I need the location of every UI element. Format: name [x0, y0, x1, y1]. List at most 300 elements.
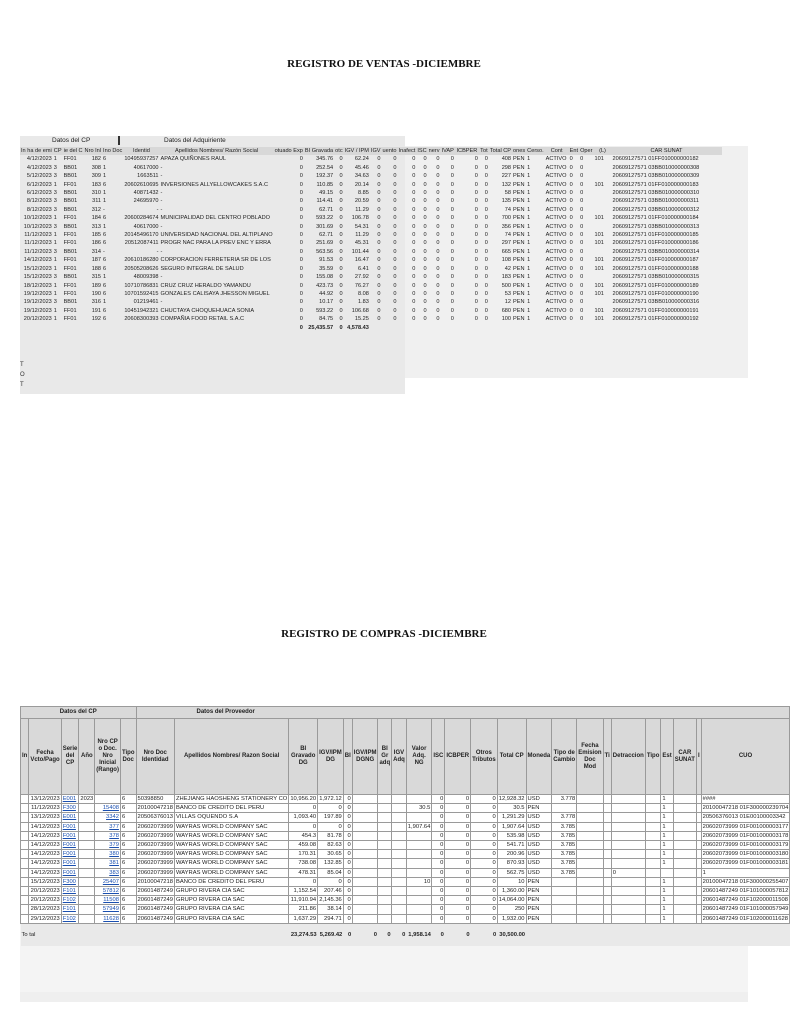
ventas-cell: 20.14	[354, 181, 369, 188]
ventas-header-cell: Ino Doc	[103, 148, 123, 154]
ventas-cell: BB01	[63, 248, 78, 255]
compras-cell	[352, 896, 378, 905]
compras-cell	[577, 877, 603, 886]
ventas-group-cp: Datos del CP	[52, 137, 91, 144]
ventas-cell: 0	[339, 215, 343, 222]
compras-row	[21, 822, 790, 831]
ventas-cell: 1	[527, 274, 531, 281]
ventas-cell: 0	[377, 282, 381, 289]
compras-cell: ####	[701, 795, 790, 804]
compras-cell	[21, 795, 29, 804]
compras-cell: 0	[445, 813, 471, 822]
compras-cell	[673, 841, 696, 850]
ventas-cell: 42	[504, 265, 512, 272]
ventas-cell: 101	[594, 215, 604, 222]
compras-link[interactable]: 379	[95, 841, 121, 850]
ventas-cell: 191	[91, 307, 102, 314]
ventas-cell: -	[103, 206, 105, 213]
ventas-cell: 0	[580, 240, 584, 247]
ventas-cell: 1	[53, 257, 57, 264]
compras-cell: 30.65	[318, 850, 344, 859]
ventas-cell: 0	[412, 164, 416, 171]
ventas-cell: 20602610695	[124, 181, 159, 188]
compras-cell: 1	[661, 877, 673, 886]
ventas-cell: 0	[580, 164, 584, 171]
ventas-cell	[594, 172, 612, 180]
ventas-cell: ACTIVO	[545, 181, 567, 188]
ventas-cell: 0	[339, 156, 343, 163]
compras-cell	[392, 896, 407, 905]
ventas-cell: 0	[474, 232, 478, 239]
compras-cell: 0	[343, 896, 352, 905]
ventas-cell: 301.69	[316, 223, 334, 230]
ventas-cell: BB01	[63, 299, 78, 306]
ventas-cell: 74	[504, 232, 512, 239]
ventas-cell: 0	[484, 265, 488, 272]
compras-cell: 0	[471, 868, 498, 877]
compras-total-icbper: 0	[445, 923, 471, 946]
ventas-cell: 20609127571 01FF010000000182	[612, 156, 699, 163]
ventas-cell: 0	[436, 248, 440, 255]
ventas-cell: 101	[594, 307, 604, 314]
compras-cell: 1	[701, 868, 790, 877]
compras-cell: 15/12/2023	[30, 878, 60, 885]
ventas-cell	[594, 298, 612, 306]
ventas-cell: 0	[423, 282, 427, 289]
compras-link[interactable]: E001	[61, 813, 79, 822]
compras-link[interactable]: 377	[95, 822, 121, 831]
compras-cell	[645, 877, 661, 886]
ventas-cell: 0	[299, 307, 303, 314]
ventas-cell: 0	[474, 181, 478, 188]
compras-cell: 38.14	[318, 905, 344, 914]
compras-cell	[552, 896, 577, 905]
ventas-cell: 0	[450, 248, 454, 255]
compras-cell	[378, 859, 392, 868]
compras-cell	[603, 887, 611, 896]
ventas-header-cell: otuado Exp	[274, 148, 303, 154]
compras-cell	[603, 813, 611, 822]
compras-link[interactable]: 3342	[95, 813, 121, 822]
ventas-cell: 1	[527, 248, 531, 255]
ventas-cell: 6/12/2023	[26, 190, 52, 197]
ventas-cell: 0	[474, 190, 478, 197]
ventas-cell: 0	[423, 206, 427, 213]
ventas-cell: 1	[53, 240, 57, 247]
compras-row	[21, 868, 790, 877]
ventas-cell: 1	[527, 173, 531, 180]
ventas-cell: 1	[103, 190, 107, 197]
compras-cell	[392, 795, 407, 804]
ventas-cell: 0	[580, 173, 584, 180]
ventas-cell: 20609127571 01FF010000000189	[612, 282, 699, 289]
ventas-cell: 0	[450, 156, 454, 163]
compras-cell	[79, 887, 95, 896]
ventas-cell: 20609127571 01FF010000000184	[612, 215, 699, 222]
ventas-cell: 0	[580, 156, 584, 163]
compras-link[interactable]: F001	[61, 868, 79, 877]
ventas-cell: 0	[423, 164, 427, 171]
ventas-row	[20, 307, 722, 315]
ventas-cell: 0	[474, 248, 478, 255]
ventas-cell: 0	[377, 316, 381, 323]
compras-link[interactable]: 378	[95, 831, 121, 840]
ventas-cell: -	[160, 190, 163, 197]
compras-cell: 20602073999 01F001000003181	[702, 860, 789, 867]
compras-link[interactable]: F102	[61, 896, 79, 905]
compras-cell: USD	[526, 831, 552, 840]
ventas-cell: 0	[339, 257, 343, 264]
compras-cell: 0	[445, 905, 471, 914]
compras-cell: 535.98	[497, 831, 526, 840]
ventas-cell: 1	[103, 198, 107, 205]
ventas-cell: 49.15	[319, 190, 334, 197]
compras-cell	[552, 914, 577, 923]
ventas-cell: FF01	[63, 316, 77, 323]
compras-cell: 20601487249 01F101000057812	[702, 888, 789, 895]
compras-cell: 11/12/2023	[29, 804, 61, 813]
compras-link[interactable]: 57812	[95, 887, 121, 896]
compras-cell: 0	[471, 914, 498, 923]
ventas-header-cell: Tot	[480, 148, 488, 154]
ventas-cell: 45.31	[354, 240, 369, 247]
compras-cell: 132.85	[318, 859, 344, 868]
ventas-cell: 0	[569, 198, 573, 205]
ventas-cell: 8.85	[358, 190, 369, 197]
compras-cell	[603, 914, 611, 923]
ventas-cell: 0	[412, 240, 416, 247]
ventas-cell: 0	[436, 173, 440, 180]
compras-cell: 0	[318, 822, 344, 831]
ventas-cell: 0	[393, 190, 397, 197]
compras-cell: 6	[120, 813, 136, 822]
compras-cell: 0	[445, 822, 471, 831]
ventas-cell: 0	[339, 299, 343, 306]
compras-cell	[352, 822, 378, 831]
ventas-cell: 0	[580, 265, 584, 272]
ventas-cell: PEN	[513, 164, 525, 171]
compras-link[interactable]: 381	[95, 859, 121, 868]
compras-cell: 6	[120, 914, 136, 923]
ventas-cell: 0	[339, 290, 343, 297]
ventas-cell: 1	[527, 282, 531, 289]
compras-cell	[392, 877, 407, 886]
ventas-cell: 19/12/2023	[23, 290, 52, 297]
ventas-cell: 0	[299, 274, 303, 281]
compras-cell	[79, 841, 95, 850]
compras-cell	[406, 841, 432, 850]
ventas-cell: 0	[484, 316, 488, 323]
compras-link[interactable]: F001	[61, 859, 79, 868]
ventas-cell: 6	[103, 316, 107, 323]
ventas-cell: 1	[527, 190, 531, 197]
ventas-cell: PEN	[513, 181, 525, 188]
ventas-cell: 0	[569, 206, 573, 213]
compras-cell: 0	[432, 813, 445, 822]
compras-cell: 14/12/2023	[30, 823, 60, 830]
compras-row	[21, 887, 790, 896]
ventas-cell: 0	[423, 181, 427, 188]
ventas-cell: -	[160, 299, 163, 306]
compras-cell	[21, 914, 29, 923]
ventas-cell: 251.69	[316, 240, 334, 247]
ventas-cell: 190	[91, 290, 102, 297]
ventas-cell: 0	[484, 215, 488, 222]
ventas-cell: 312	[91, 206, 102, 213]
compras-cell	[611, 804, 645, 813]
ventas-cell: 0	[299, 265, 303, 272]
compras-link[interactable]: 57949	[95, 905, 121, 914]
compras-title: REGISTRO DE COMPRAS -DICIEMBRE	[281, 628, 487, 640]
ventas-cell: 0	[339, 173, 343, 180]
ventas-cell: 0	[569, 232, 573, 239]
ventas-cell: 345.76	[316, 156, 334, 163]
ventas-cell: 0	[299, 282, 303, 289]
ventas-header-cell: otc	[335, 148, 343, 154]
ventas-cell: 1	[103, 223, 107, 230]
ventas-table	[20, 147, 722, 332]
ventas-cell: FF01	[63, 265, 77, 272]
ventas-cell: 84.75	[319, 316, 334, 323]
compras-cell	[392, 887, 407, 896]
compras-cell	[79, 813, 95, 822]
compras-link[interactable]: 15408	[95, 804, 121, 813]
ventas-cell: 0	[393, 265, 397, 272]
ventas-row	[20, 214, 722, 222]
ventas-cell: 0	[484, 232, 488, 239]
ventas-cell: 0	[484, 282, 488, 289]
compras-link[interactable]: F102	[61, 914, 79, 923]
ventas-cell: 132	[501, 181, 512, 188]
ventas-cell: -	[160, 274, 163, 281]
ventas-cell: 0	[484, 164, 488, 171]
compras-cell	[661, 868, 673, 877]
ventas-row	[20, 248, 722, 256]
compras-cell	[577, 914, 603, 923]
ventas-cell: 0	[299, 290, 303, 297]
ventas-cell: ACTIVO	[545, 307, 567, 314]
compras-cell: 3.778	[552, 795, 577, 804]
ventas-cell: 0	[580, 248, 584, 255]
compras-link[interactable]: F001	[61, 831, 79, 840]
compras-cell	[21, 877, 29, 886]
ventas-cell: 1	[53, 307, 57, 314]
compras-cell: 0	[432, 868, 445, 877]
compras-cell: WAYRAS WORLD COMPANY SAC	[174, 868, 288, 877]
compras-cell: 459.08	[289, 841, 318, 850]
compras-cell: 20602073999	[137, 823, 173, 830]
ventas-group-divider	[118, 136, 120, 145]
compras-link[interactable]: F300	[61, 804, 79, 813]
compras-link[interactable]: 25407	[95, 877, 121, 886]
compras-link[interactable]: 11508	[95, 896, 121, 905]
ventas-cell: 0	[412, 274, 416, 281]
ventas-cell: -	[160, 206, 163, 213]
compras-cell: 0	[471, 905, 498, 914]
compras-cell	[552, 877, 577, 886]
ventas-cell: 6	[103, 240, 107, 247]
ventas-cell: 0	[484, 274, 488, 281]
ventas-cell: PEN	[513, 156, 525, 163]
compras-header-cell: Otros Tributos	[471, 719, 498, 795]
ventas-cell: 0	[299, 190, 303, 197]
compras-cell: 20601487249	[137, 906, 173, 913]
compras-cell	[611, 887, 645, 896]
compras-link[interactable]: F300	[61, 877, 79, 886]
ventas-cell: 192	[91, 316, 102, 323]
compras-link[interactable]	[95, 795, 121, 804]
ventas-cell: 1	[103, 299, 107, 306]
compras-cell: 0	[432, 877, 445, 886]
ventas-cell: 0	[299, 156, 303, 163]
compras-cell	[603, 850, 611, 859]
compras-row	[21, 896, 790, 905]
ventas-cell: 1	[527, 257, 531, 264]
compras-cell: 20602073999	[137, 832, 173, 839]
compras-cell: 0	[289, 877, 318, 886]
compras-cell	[673, 905, 696, 914]
compras-cell	[406, 905, 432, 914]
ventas-cell: 0	[484, 223, 488, 230]
ventas-cell: 155.08	[316, 274, 334, 281]
ventas-cell: 0	[474, 299, 478, 306]
ventas-cell: 20.59	[354, 198, 369, 205]
compras-link[interactable]: F101	[61, 905, 79, 914]
ventas-cell: 0	[436, 299, 440, 306]
ventas-cell: 0	[484, 257, 488, 264]
compras-link[interactable]: 380	[95, 850, 121, 859]
ventas-cell: 0	[450, 282, 454, 289]
ventas-cell	[594, 248, 612, 256]
ventas-cell: 0	[474, 316, 478, 323]
compras-link[interactable]: F101	[61, 887, 79, 896]
ventas-cell: PEN	[513, 282, 525, 289]
compras-total-igv3: 0	[392, 923, 407, 946]
ventas-header-row	[20, 147, 722, 155]
ventas-cell: 135	[501, 198, 512, 205]
ventas-cell: 0	[450, 307, 454, 314]
ventas-cell: 1	[103, 274, 107, 281]
compras-cell	[352, 841, 378, 850]
ventas-cell: 0	[450, 290, 454, 297]
compras-cell: 6	[120, 877, 136, 886]
ventas-cell: 0	[393, 164, 397, 171]
compras-cell	[392, 813, 407, 822]
ventas-cell: 6	[103, 215, 107, 222]
ventas-cell: 108	[501, 257, 512, 264]
compras-cell: 0	[611, 868, 645, 877]
ventas-cell: 0	[339, 316, 343, 323]
ventas-cell: 0	[377, 274, 381, 281]
compras-total-otros: 0	[471, 923, 498, 946]
ventas-cell: 11/12/2023	[24, 240, 52, 247]
ventas-cell: 1	[527, 232, 531, 239]
ventas-cell: PEN	[513, 190, 525, 197]
compras-cell: 250	[497, 905, 526, 914]
ventas-cell: 0	[450, 173, 454, 180]
compras-link[interactable]: 11628	[95, 914, 121, 923]
compras-cell	[392, 831, 407, 840]
ventas-cell: 0	[474, 223, 478, 230]
compras-cell	[406, 831, 432, 840]
compras-cell	[577, 868, 603, 877]
ventas-cell: 309	[91, 173, 102, 180]
compras-cell: USD	[526, 868, 552, 877]
ventas-cell: 0	[339, 307, 343, 314]
compras-cell	[406, 887, 432, 896]
ventas-cell: 0	[484, 299, 488, 306]
ventas-cell: ACTIVO	[545, 206, 567, 213]
ventas-cell: 3	[53, 198, 57, 205]
ventas-cell: 0	[450, 299, 454, 306]
compras-cell: 20602073999 01F001000003180	[702, 851, 789, 858]
compras-cell: 20602073999 01F001000003179	[702, 842, 789, 849]
ventas-cell: 0	[412, 316, 416, 323]
compras-link[interactable]: E001	[61, 795, 79, 804]
ventas-cell: 0	[484, 156, 488, 163]
ventas-cell: 34.63	[354, 173, 369, 180]
ventas-cell: 0	[569, 240, 573, 247]
ventas-cell	[594, 189, 612, 197]
compras-cell	[378, 822, 392, 831]
ventas-cell: 0	[412, 198, 416, 205]
ventas-cell: ACTIVO	[545, 232, 567, 239]
ventas-cell: 0	[436, 181, 440, 188]
ventas-cell: 0	[393, 156, 397, 163]
ventas-cell: 0	[436, 190, 440, 197]
ventas-cell: 188	[91, 265, 102, 272]
compras-cell: 0	[432, 841, 445, 850]
ventas-cell: 20512087411	[124, 240, 159, 247]
compras-link[interactable]: F001	[61, 850, 79, 859]
ventas-cell: 408	[501, 156, 512, 163]
compras-link[interactable]: 383	[95, 868, 121, 877]
ventas-cell: PEN	[513, 265, 525, 272]
ventas-cell: 24695970	[133, 198, 159, 205]
ventas-cell: 0	[474, 257, 478, 264]
ventas-cell: BB01	[63, 206, 78, 213]
ventas-cell: 0	[474, 206, 478, 213]
compras-cell	[603, 868, 611, 877]
compras-cell: 6	[120, 896, 136, 905]
ventas-cell: 1	[53, 215, 57, 222]
ventas-cell: 1	[527, 307, 531, 314]
compras-cell: 0	[343, 905, 352, 914]
compras-cell	[79, 831, 95, 840]
ventas-cell: 0	[580, 290, 584, 297]
ventas-cell: 0	[377, 156, 381, 163]
ventas-cell: 11.29	[355, 232, 369, 239]
compras-cell: 1,291.29	[497, 813, 526, 822]
compras-header-cell: IGV Adq	[392, 719, 407, 795]
ventas-cell: 0	[339, 206, 343, 213]
compras-cell	[352, 831, 378, 840]
compras-link[interactable]: F001	[61, 822, 79, 831]
ventas-side-label-3: T	[20, 382, 24, 388]
compras-cell: WAYRAS WORLD COMPANY SAC	[174, 822, 288, 831]
compras-cell	[406, 813, 432, 822]
compras-cell	[552, 905, 577, 914]
compras-cell: 1	[661, 905, 673, 914]
compras-link[interactable]: F001	[61, 841, 79, 850]
ventas-side-label-2: O	[20, 372, 25, 378]
compras-cell: 20601487249	[137, 888, 173, 895]
ventas-cell: 0	[569, 316, 573, 323]
ventas-cell: 0	[393, 215, 397, 222]
ventas-header-cell: ICBPER	[456, 148, 478, 154]
compras-cell	[392, 914, 407, 923]
compras-cell: 1,972.12	[319, 796, 342, 802]
